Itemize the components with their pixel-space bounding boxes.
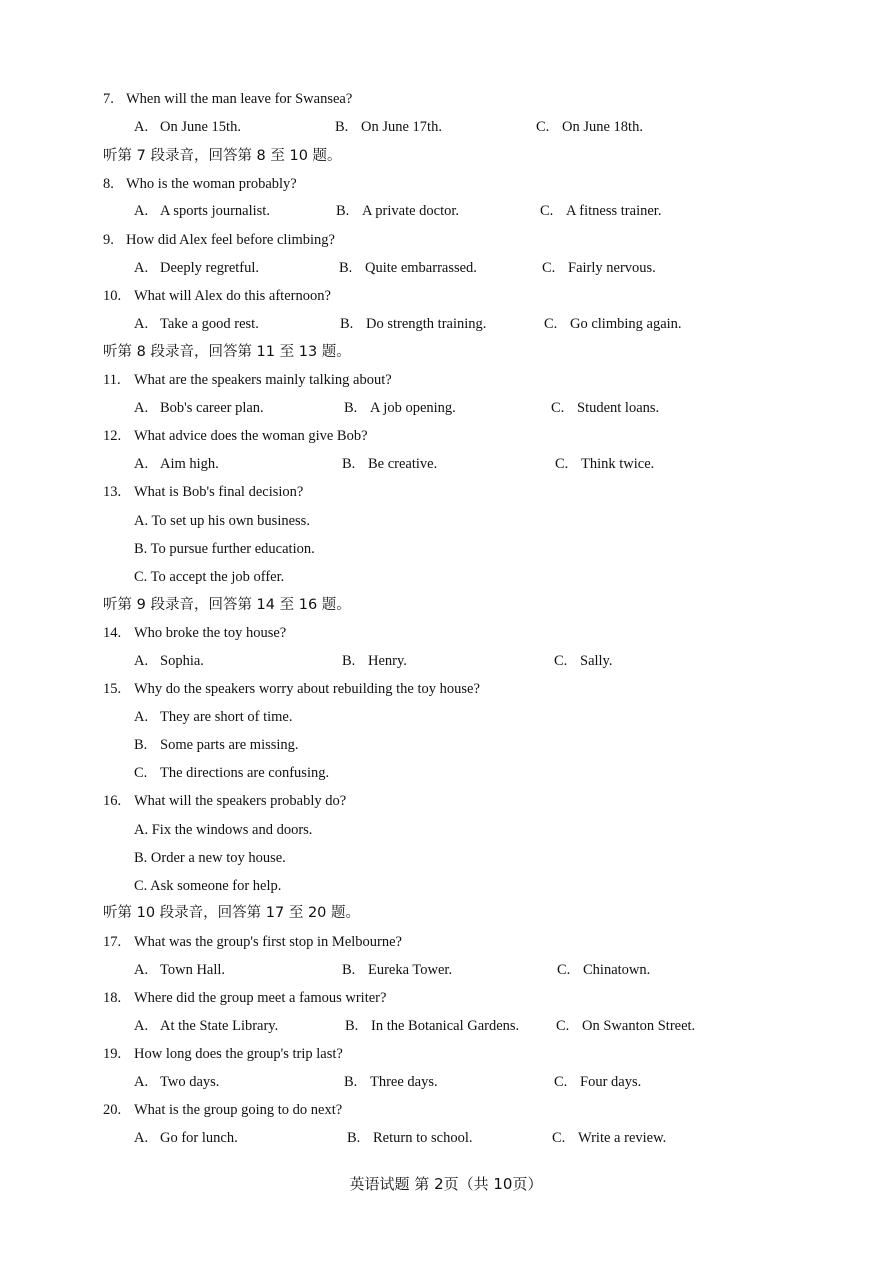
option-a: A. At the State Library. (134, 1018, 279, 1034)
option-c: C. On June 18th. (536, 119, 643, 135)
option-b: B. Eureka Tower. (342, 962, 453, 978)
question-number: 20. (103, 1102, 122, 1118)
option-b: B. On June 17th. (335, 119, 442, 135)
question-number: 8. (103, 176, 114, 192)
option-c: C. A fitness trainer. (540, 203, 662, 219)
option-c: C. Sally. (554, 653, 613, 669)
question-text: What advice does the woman give Bob? (134, 428, 368, 444)
question-text: What is Bob's final decision? (134, 484, 304, 500)
option-b: B. Henry. (342, 653, 407, 669)
question-text: When will the man leave for Swansea? (126, 91, 353, 107)
option-c: C. Four days. (554, 1074, 642, 1090)
option-a: A. Deeply regretful. (134, 260, 260, 276)
question-number: 13. (103, 484, 122, 500)
option-c: C. Go climbing again. (544, 316, 682, 332)
option-a: A. On June 15th. (134, 119, 241, 135)
option-b: B. In the Botanical Gardens. (345, 1018, 520, 1034)
option-a: A. A sports journalist. (134, 203, 270, 219)
page-footer: 英语试题 第 2页（共 10页） (349, 1175, 543, 1193)
question-text: What was the group's first stop in Melbourne? (134, 934, 402, 950)
option-c: C. On Swanton Street. (556, 1018, 696, 1034)
exam-page: 7. When will the man leave for Swansea? A. On June 15th. B. On June 17th. C. On June 18th. 听第 7 段录音，回答第 8 至 10 题。 8. Who is the woman probably? A. A sports journalist. B. A private doctor. C. A fitness trainer. 9. How did Alex feel before climbing? A. Deeply regretful. B. Quite embarrassed. C. Fairly nervous. 10. What will Alex do this afternoon? A. Take a good rest. B. Do strength training. C. Go climbing again. 听第 8 段录音，回答第 11 至 13 题。 11. What are the speakers mainly talking about? A. Bob's career plan. B. A job opening. C. Student loans. 12. What advice does the woman give Bob? A. Aim high. B. Be creative. C. Think twice. 13. What is Bob's final decision? A. To set up his own business. B. To pursue further education. C. To accept the job offer. 听第 9 段录音，回答第 14 至 16 题。 14. Who broke the toy house? A. Sophia. B. Henry. C. Sally. 15. Why do the speakers worry about rebuilding the toy house? A. They are short of time. B. Some parts are missing. C. The directions are confusing. 16. What will the speakers probably do? A. Fix the windows and doors. B. Order a new toy house. C. Ask someone for help. 听第 10 段录音，回答第 17 至 20 题。 17. What was the group's first stop in Melbourne? A. Town Hall. B. Eureka Tower. C. Chinatown. 18. Where did the group meet a famous writer? A. At the State Library. B. In the Botanical Gardens. C. On Swanton Street. 19. How long does the group's trip last? A. Two days. B. Three days. C. Four days. 20. What is the group going to do next? A. Go for lunch. B. Return to school. C. Write a review. 英语试题 第 2页（共 10页） (0, 0, 892, 1262)
option-c: C. Fairly nervous. (542, 260, 656, 276)
question-text: What will the speakers probably do? (134, 793, 347, 809)
section-heading-8: 听第 8 段录音，回答第 11 至 13 题。 (103, 344, 351, 360)
section-heading-7: 听第 7 段录音，回答第 8 至 10 题。 (103, 148, 342, 164)
option-b: B. Three days. (344, 1074, 438, 1090)
question-number: 14. (103, 625, 122, 641)
option-b: B. A job opening. (344, 400, 456, 416)
question-text: Who is the woman probably? (126, 176, 297, 192)
option-b: B. A private doctor. (336, 203, 460, 219)
question-text: What is the group going to do next? (134, 1102, 343, 1118)
question-text: Where did the group meet a famous writer? (134, 990, 387, 1006)
option-a: A. Take a good rest. (134, 316, 259, 332)
question-number: 18. (103, 990, 122, 1006)
question-text: Why do the speakers worry about rebuilding the toy house? (134, 681, 480, 697)
option-a: A. Bob's career plan. (134, 400, 264, 416)
option-b: B. Return to school. (347, 1130, 473, 1146)
question-number: 16. (103, 793, 122, 809)
option-a: A. Town Hall. (134, 962, 226, 978)
option-a: A. Two days. (134, 1074, 220, 1090)
option-c: C. Student loans. (551, 400, 660, 416)
section-heading-10: 听第 10 段录音，回答第 17 至 20 题。 (103, 905, 361, 921)
question-number: 12. (103, 428, 122, 444)
option-b: B. Be creative. (342, 456, 438, 472)
option-c: C. Think twice. (555, 456, 655, 472)
option-a: A. Sophia. (134, 653, 204, 669)
question-text: How did Alex feel before climbing? (126, 232, 335, 248)
question-number: 10. (103, 288, 122, 304)
option-a: A. Go for lunch. (134, 1130, 238, 1146)
question-number: 17. (103, 934, 122, 950)
option-c: C. Write a review. (552, 1130, 667, 1146)
question-text: How long does the group's trip last? (134, 1046, 343, 1062)
question-number: 7. (103, 91, 114, 107)
question-text: What are the speakers mainly talking about? (134, 372, 392, 388)
option-b: B. Quite embarrassed. (339, 260, 477, 276)
question-number: 15. (103, 681, 122, 697)
question-number: 11. (103, 372, 121, 388)
question-number: 9. (103, 232, 114, 248)
question-number: 19. (103, 1046, 122, 1062)
question-text: What will Alex do this afternoon? (134, 288, 331, 304)
question-text: Who broke the toy house? (134, 625, 287, 641)
option-a: A. Aim high. (134, 456, 219, 472)
option-b: B. Do strength training. (340, 316, 487, 332)
option-c: C. Chinatown. (557, 962, 651, 978)
section-heading-9: 听第 9 段录音，回答第 14 至 16 题。 (103, 597, 351, 613)
